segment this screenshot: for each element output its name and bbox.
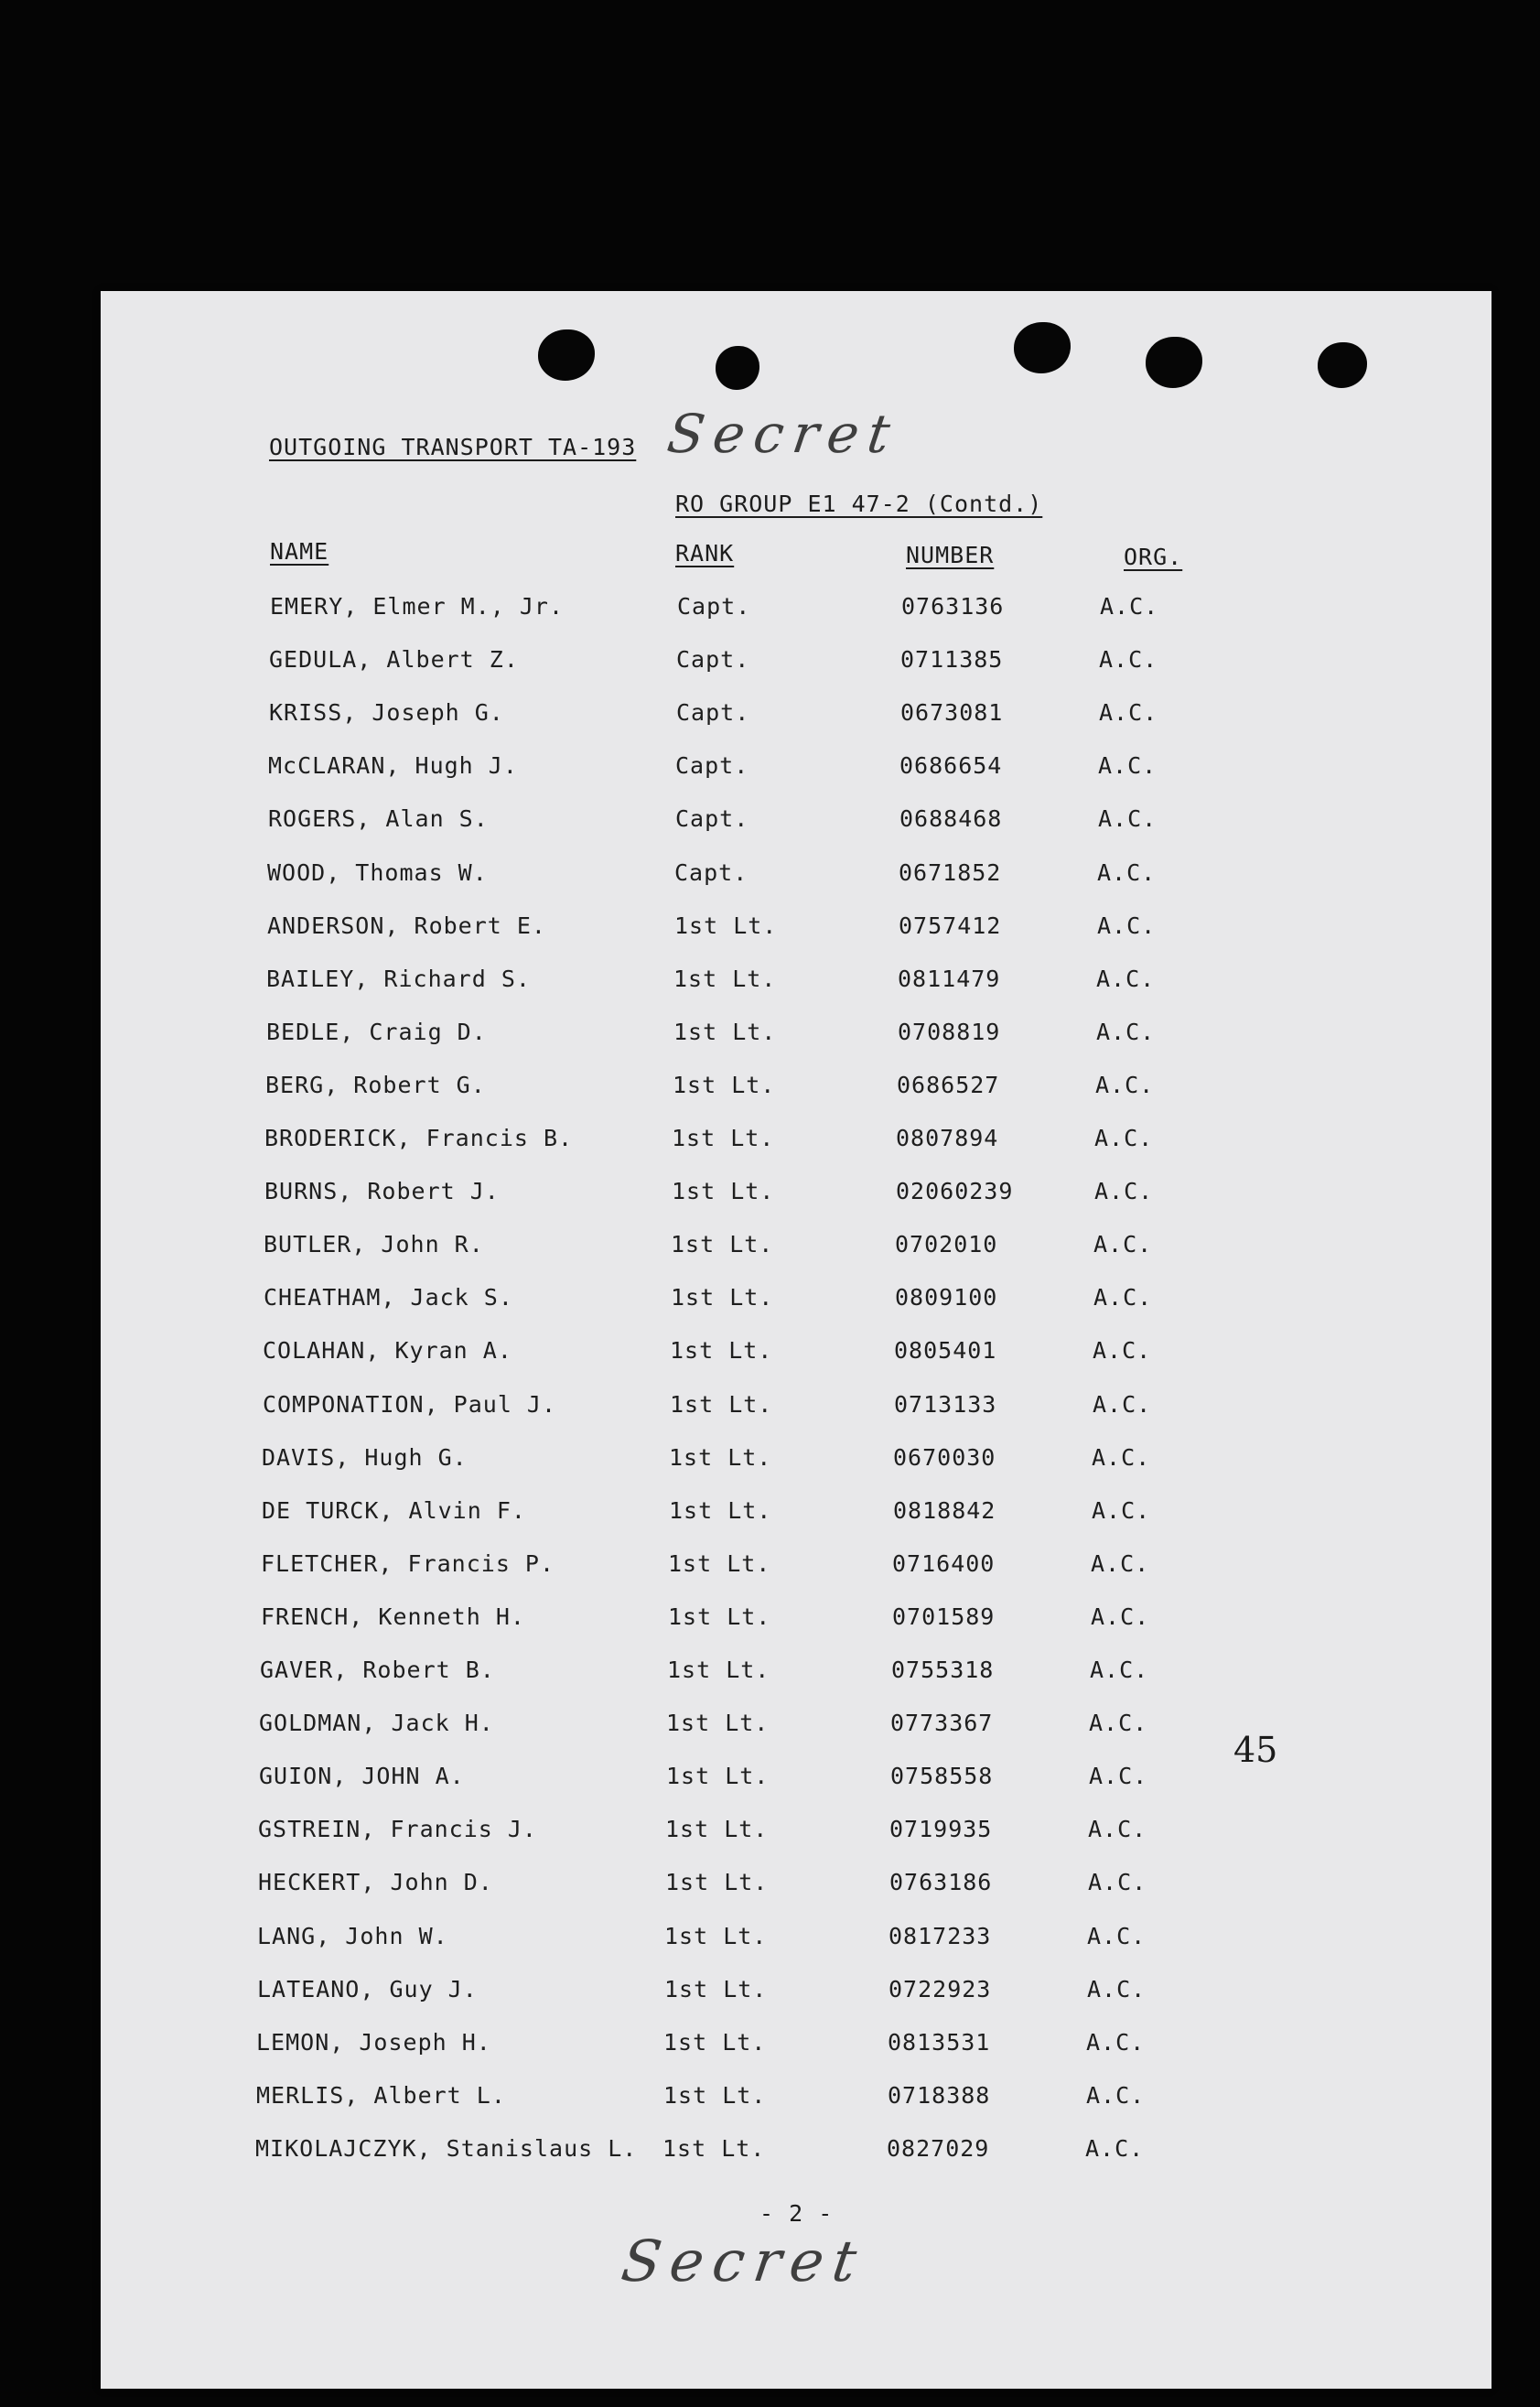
cell-name: ANDERSON, Robert E.	[267, 912, 546, 939]
cell-name: FLETCHER, Francis P.	[261, 1549, 555, 1577]
cell-rank: 1st Lt.	[664, 1922, 768, 1949]
cell-org: A.C.	[1093, 1231, 1153, 1258]
punch-hole	[1014, 322, 1071, 373]
cell-number: 0719935	[889, 1816, 993, 1843]
cell-name: HECKERT, John D.	[258, 1869, 493, 1896]
cell-name: MIKOLAJCZYK, Stanislaus L.	[255, 2134, 638, 2162]
punch-hole	[538, 329, 595, 381]
cell-org: A.C.	[1088, 1869, 1147, 1896]
cell-rank: Capt.	[674, 858, 748, 886]
table-row	[101, 1391, 1492, 1444]
cell-number: 0686654	[899, 752, 1003, 780]
cell-rank: 1st Lt.	[664, 1975, 768, 2002]
table-row	[101, 966, 1492, 1019]
table-row	[101, 2029, 1492, 2082]
cell-number: 0702010	[895, 1231, 998, 1258]
cell-number: 0686527	[897, 1071, 1000, 1098]
cell-name: KRISS, Joseph G.	[269, 699, 504, 727]
cell-org: A.C.	[1085, 2134, 1145, 2162]
cell-number: 0818842	[893, 1496, 996, 1524]
cell-org: A.C.	[1094, 1125, 1154, 1151]
cell-name: GSTREIN, Francis J.	[258, 1816, 537, 1843]
cell-name: LEMON, Joseph H.	[256, 2028, 491, 2056]
table-row	[101, 699, 1492, 752]
cell-number: 02060239	[896, 1178, 1014, 1205]
table-row	[101, 1284, 1492, 1337]
cell-org: A.C.	[1097, 858, 1157, 886]
cell-org: A.C.	[1094, 1178, 1154, 1205]
cell-rank: 1st Lt.	[662, 2134, 766, 2162]
cell-org: A.C.	[1088, 1816, 1147, 1843]
cell-rank: 1st Lt.	[672, 1178, 775, 1205]
cell-org: A.C.	[1098, 752, 1158, 780]
cell-number: 0813531	[888, 2028, 991, 2056]
cell-number: 0670030	[893, 1443, 996, 1471]
cell-number: 0817233	[888, 1922, 992, 1949]
cell-number: 0805401	[894, 1337, 997, 1365]
cell-rank: 1st Lt.	[670, 1390, 773, 1418]
cell-org: A.C.	[1091, 1603, 1150, 1630]
cell-number: 0708819	[898, 1018, 1001, 1045]
table-row	[101, 1072, 1492, 1125]
table-row	[101, 1869, 1492, 1922]
cell-org: A.C.	[1089, 1710, 1148, 1737]
cell-rank: 1st Lt.	[668, 1603, 771, 1630]
cell-name: COMPONATION, Paul J.	[263, 1390, 557, 1418]
cell-org: A.C.	[1093, 1284, 1153, 1311]
cell-name: GEDULA, Albert Z.	[269, 646, 519, 674]
table-row	[101, 752, 1492, 805]
cell-org: A.C.	[1096, 965, 1156, 992]
cell-name: COLAHAN, Kyran A.	[263, 1337, 512, 1365]
table-row	[101, 1178, 1492, 1231]
cell-number: 0701589	[892, 1603, 996, 1630]
cell-number: 0758558	[890, 1763, 994, 1790]
cell-number: 0671852	[899, 858, 1002, 886]
cell-rank: Capt.	[676, 699, 750, 727]
table-row	[101, 1763, 1492, 1816]
table-row	[101, 1923, 1492, 1976]
cell-rank: 1st Lt.	[663, 2081, 767, 2109]
cell-org: A.C.	[1099, 699, 1158, 727]
cell-number: 0811479	[898, 965, 1001, 992]
cell-rank: 1st Lt.	[671, 1284, 774, 1311]
col-header-org: ORG.	[1124, 544, 1183, 570]
table-row	[101, 912, 1492, 966]
table-row	[101, 1816, 1492, 1869]
col-header-number: NUMBER	[906, 542, 995, 568]
cell-name: BUTLER, John R.	[264, 1231, 484, 1258]
cell-number: 0673081	[900, 699, 1004, 727]
table-row	[101, 859, 1492, 912]
cell-rank: 1st Lt.	[665, 1869, 769, 1896]
col-header-name: NAME	[270, 538, 329, 565]
cell-name: DE TURCK, Alvin F.	[262, 1496, 526, 1524]
cell-number: 0773367	[890, 1710, 994, 1737]
cell-number: 0755318	[891, 1657, 995, 1683]
cell-name: BERG, Robert G.	[265, 1071, 486, 1098]
cell-rank: Capt.	[675, 805, 749, 833]
cell-org: A.C.	[1090, 1657, 1149, 1683]
cell-rank: Capt.	[675, 752, 749, 780]
cell-org: A.C.	[1092, 1496, 1151, 1524]
cell-number: 0763186	[889, 1869, 993, 1896]
cell-org: A.C.	[1091, 1549, 1150, 1577]
document-page	[101, 291, 1492, 2389]
page-number: - 2 -	[759, 2200, 834, 2227]
cell-name: BRODERICK, Francis B.	[264, 1125, 574, 1151]
cell-name: DAVIS, Hugh G.	[262, 1443, 468, 1471]
cell-org: A.C.	[1099, 646, 1158, 674]
cell-name: WOOD, Thomas W.	[267, 858, 488, 886]
cell-name: LATEANO, Guy J.	[257, 1975, 478, 2002]
cell-rank: Capt.	[677, 593, 751, 620]
table-row	[101, 1603, 1492, 1657]
cell-number: 0809100	[895, 1284, 998, 1311]
cell-org: A.C.	[1097, 912, 1157, 939]
table-row	[101, 646, 1492, 699]
cell-number: 0757412	[899, 912, 1002, 939]
table-row	[101, 1497, 1492, 1550]
cell-rank: 1st Lt.	[673, 965, 777, 992]
cell-rank: 1st Lt.	[673, 1071, 776, 1098]
cell-number: 0711385	[900, 646, 1004, 674]
cell-name: BAILEY, Richard S.	[266, 965, 531, 992]
side-page-number: 45	[1233, 1730, 1278, 1770]
cell-rank: 1st Lt.	[671, 1231, 774, 1258]
cell-name: MERLIS, Albert L.	[256, 2081, 506, 2109]
cell-number: 0722923	[888, 1975, 992, 2002]
cell-rank: 1st Lt.	[669, 1496, 772, 1524]
cell-name: McCLARAN, Hugh J.	[268, 752, 518, 780]
cell-number: 0763136	[901, 593, 1005, 620]
table-row	[101, 1550, 1492, 1603]
cell-rank: 1st Lt.	[674, 912, 778, 939]
cell-rank: 1st Lt.	[666, 1763, 770, 1790]
cell-org: A.C.	[1086, 2028, 1146, 2056]
cell-org: A.C.	[1096, 1018, 1156, 1045]
table-row	[101, 2135, 1492, 2188]
cell-rank: 1st Lt.	[673, 1018, 777, 1045]
cell-number: 0807894	[896, 1125, 999, 1151]
secret-stamp-bottom: Secret	[617, 2228, 870, 2294]
cell-org: A.C.	[1086, 2081, 1146, 2109]
cell-name: CHEATHAM, Jack S.	[264, 1284, 513, 1311]
cell-rank: Capt.	[676, 646, 750, 674]
document-title: OUTGOING TRANSPORT TA-193	[269, 434, 637, 460]
table-row	[101, 1657, 1492, 1710]
cell-rank: 1st Lt.	[672, 1125, 775, 1151]
punch-hole	[1318, 342, 1367, 388]
cell-org: A.C.	[1093, 1337, 1152, 1365]
cell-org: A.C.	[1095, 1071, 1155, 1098]
cell-org: A.C.	[1087, 1975, 1147, 2002]
table-row	[101, 1019, 1492, 1072]
table-row	[101, 1125, 1492, 1178]
cell-rank: 1st Lt.	[669, 1443, 772, 1471]
cell-name: EMERY, Elmer M., Jr.	[270, 593, 565, 620]
cell-number: 0716400	[892, 1549, 996, 1577]
cell-number: 0827029	[887, 2134, 990, 2162]
cell-name: GUION, JOHN A.	[259, 1763, 465, 1790]
punch-hole	[1146, 337, 1202, 388]
cell-name: GAVER, Robert B.	[260, 1657, 495, 1683]
table-row	[101, 1231, 1492, 1284]
cell-name: BEDLE, Craig D.	[266, 1018, 487, 1045]
table-row	[101, 1710, 1492, 1763]
punch-hole	[716, 346, 759, 390]
cell-rank: 1st Lt.	[663, 2028, 767, 2056]
cell-name: BURNS, Robert J.	[264, 1178, 500, 1205]
cell-org: A.C.	[1100, 593, 1159, 620]
cell-org: A.C.	[1092, 1443, 1151, 1471]
table-row	[101, 1337, 1492, 1390]
table-row	[101, 1444, 1492, 1497]
table-row	[101, 593, 1492, 646]
cell-rank: 1st Lt.	[667, 1657, 770, 1683]
cell-rank: 1st Lt.	[670, 1337, 773, 1365]
cell-number: 0718388	[888, 2081, 991, 2109]
cell-number: 0688468	[899, 805, 1003, 833]
table-row	[101, 805, 1492, 858]
cell-rank: 1st Lt.	[666, 1710, 770, 1737]
cell-rank: 1st Lt.	[665, 1816, 769, 1843]
table-row	[101, 1976, 1492, 2029]
cell-org: A.C.	[1089, 1763, 1148, 1790]
secret-stamp-top: Secret	[663, 403, 903, 465]
cell-rank: 1st Lt.	[668, 1549, 771, 1577]
cell-name: GOLDMAN, Jack H.	[259, 1710, 494, 1737]
col-header-rank: RANK	[675, 540, 735, 567]
table-row	[101, 2082, 1492, 2135]
cell-org: A.C.	[1098, 805, 1158, 833]
cell-name: LANG, John W.	[257, 1922, 448, 1949]
cell-org: A.C.	[1087, 1922, 1147, 1949]
cell-number: 0713133	[894, 1390, 997, 1418]
cell-name: ROGERS, Alan S.	[268, 805, 489, 833]
cell-org: A.C.	[1093, 1390, 1152, 1418]
cell-name: FRENCH, Kenneth H.	[261, 1603, 525, 1630]
group-heading: RO GROUP E1 47-2 (Contd.)	[675, 491, 1043, 517]
